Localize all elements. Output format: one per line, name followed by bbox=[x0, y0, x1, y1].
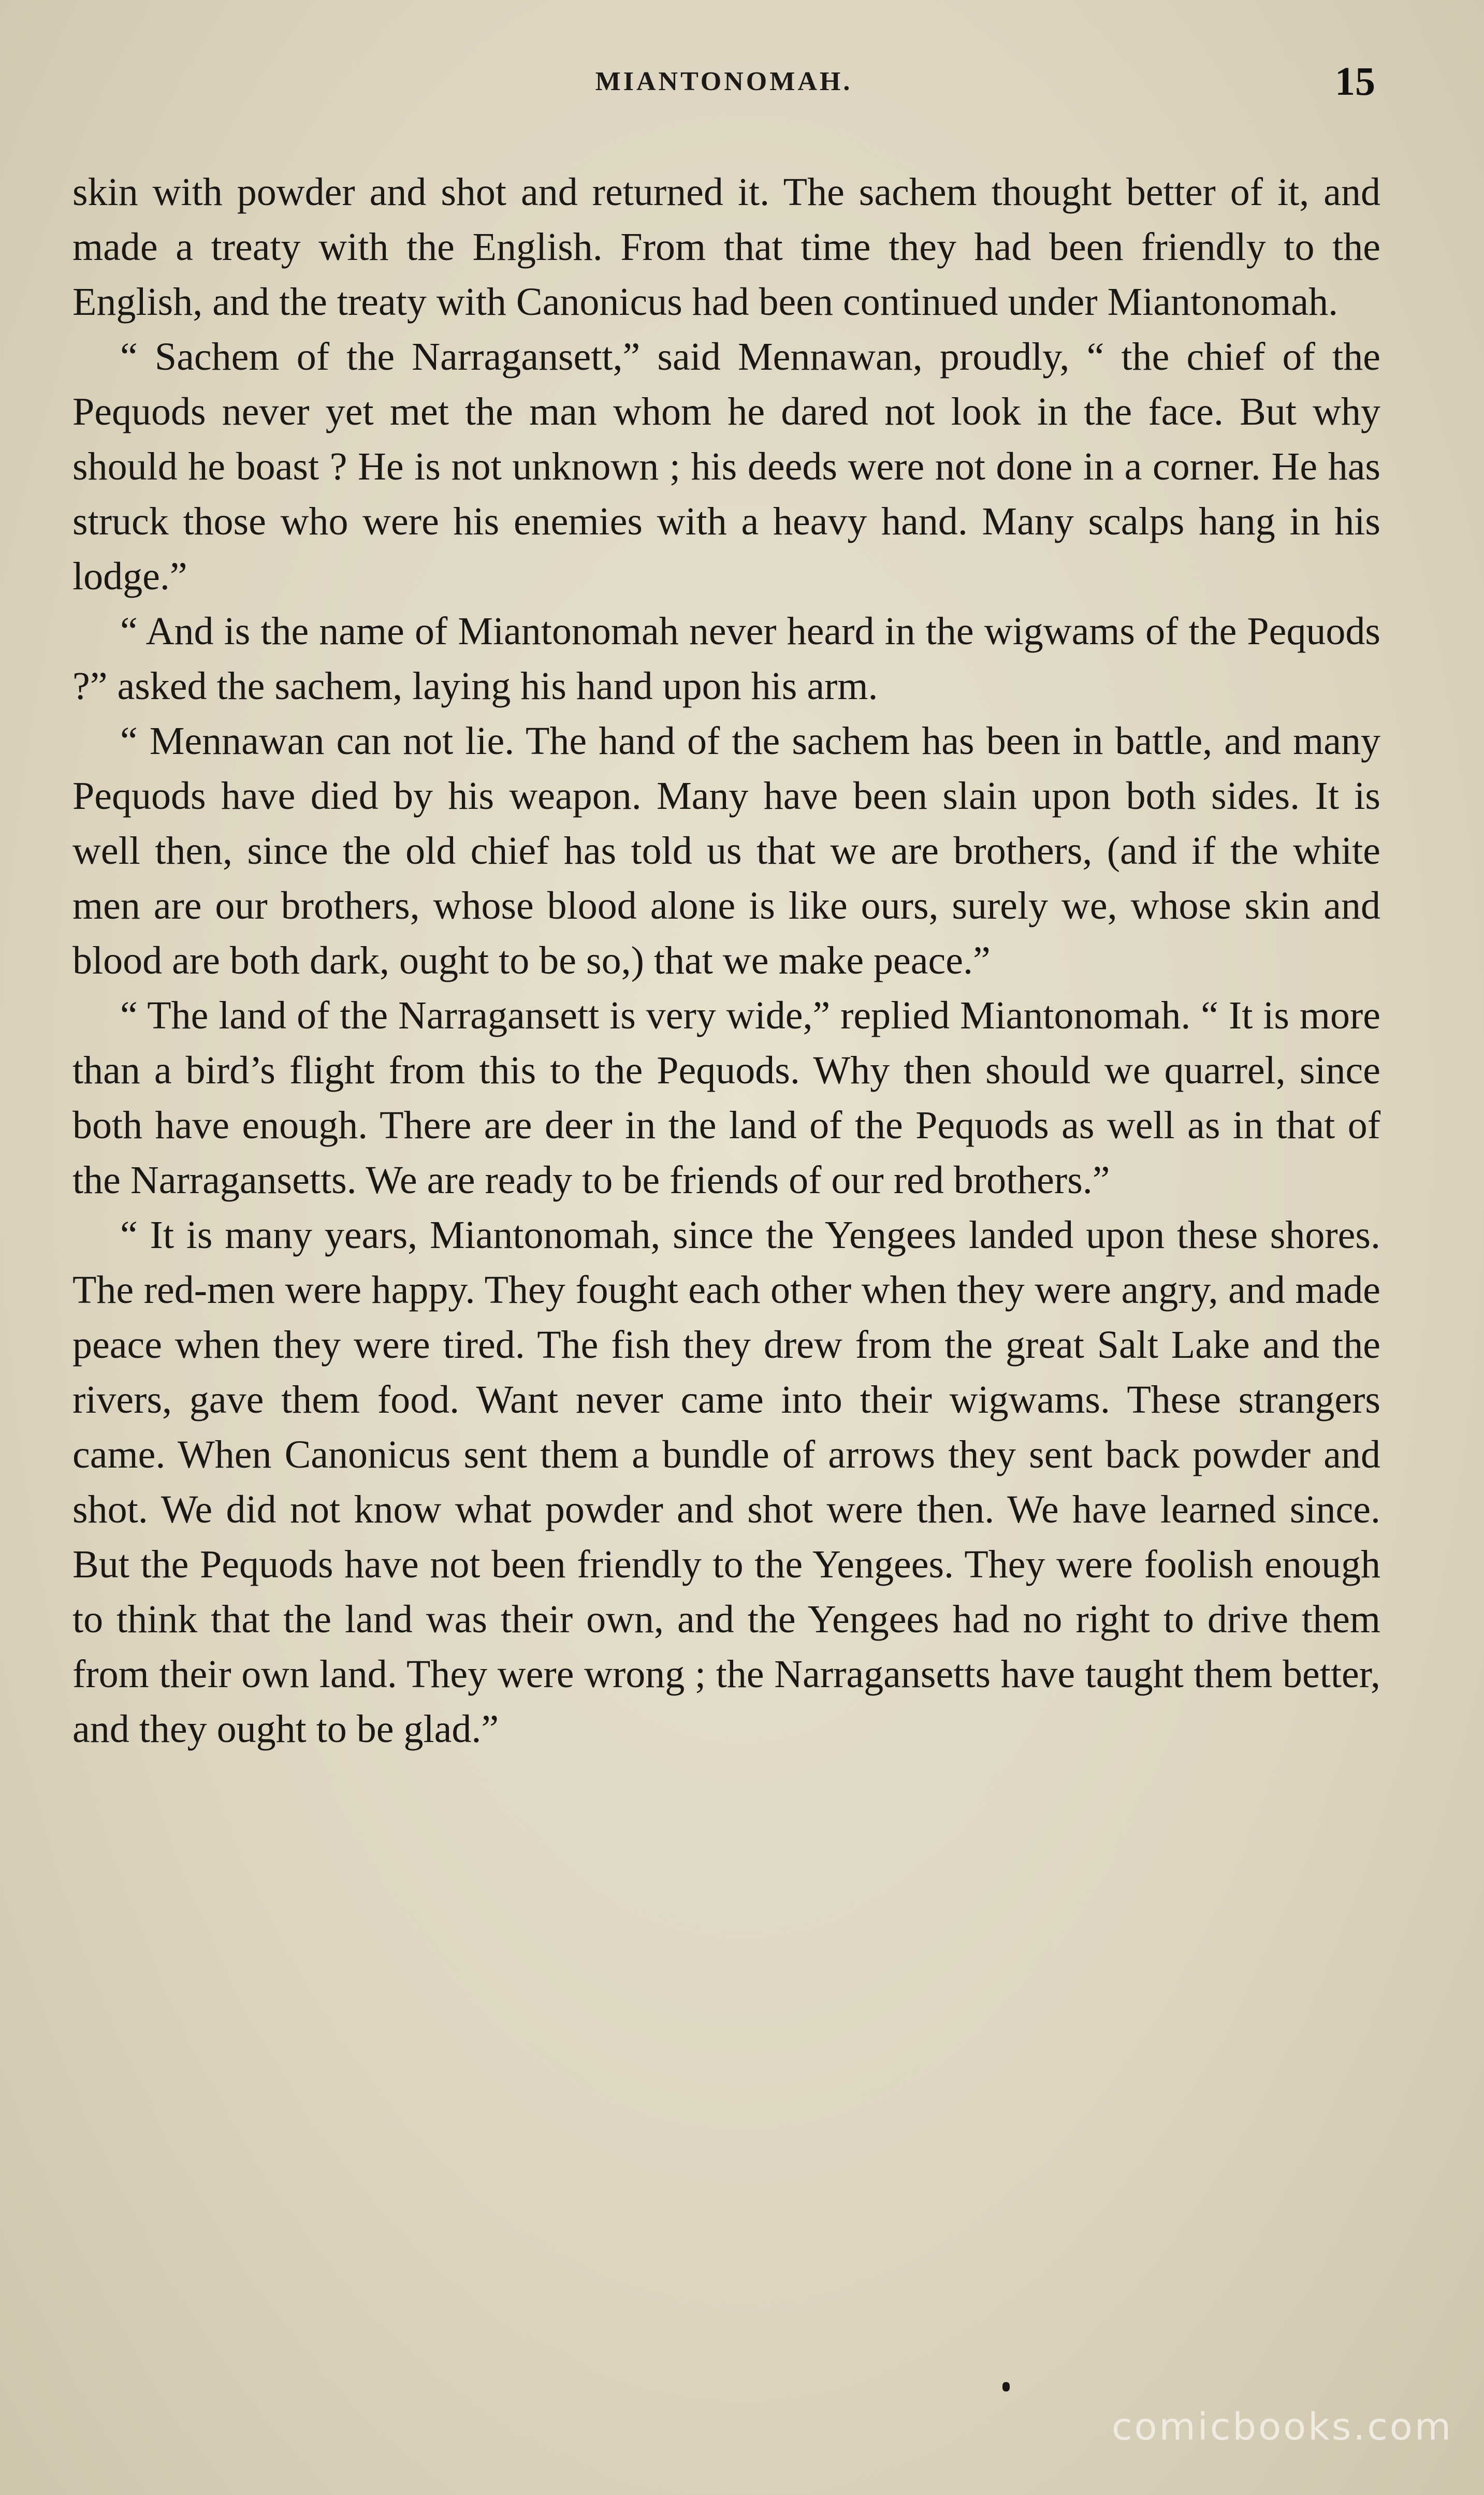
page-number: 15 bbox=[1335, 59, 1375, 104]
running-head: MIANTONOMAH. bbox=[595, 67, 853, 96]
paragraph-5: “ The land of the Narragansett is very wide,” replied Miantonomah. “ It is more than a bird’s flight from this to the Pequods. Why then should we quarrel, since both have enough. There are deer in the land of the Pequods as well as in that of the Narragansetts. We are ready to be friends of our red brothers.” bbox=[72, 994, 1380, 1202]
paragraph-6: “ It is many years, Miantonomah, since the Yengees landed upon these shores. The red-men were happy. They fought each other when they were angry, and made peace when they were tired. The fish they drew from the great Salt Lake and the rivers, gave them food. Want never came into their wigwams. These strangers came. When Canonicus sent them a bundle of arrows they sent back powder and shot. We did not know what powder and shot were then. We have learned since. But the Pequods have not been friendly to the Yengees. They were foolish enough to think that the land was their own, and the Yengees had no right to drive them from their own land. They were wrong ; the Narragansetts have taught them better, and they ought to be glad.” bbox=[72, 1213, 1380, 1751]
paragraph-3: “ And is the name of Miantonomah never heard in the wigwams of the Pequods ?” asked the sachem, laying his hand upon his arm. bbox=[72, 610, 1380, 708]
paragraph-2: “ Sachem of the Narragansett,” said Mennawan, proudly, “ the chief of the Pequods never yet met the man whom he dared not look in the face. But why should he boast ? He is not unknown ; his deeds were not done in a corner. He has struck those who were his enemies with a heavy hand. Many scalps hang in his lodge.” bbox=[72, 335, 1380, 598]
body-text bbox=[72, 165, 1380, 1757]
watermark: comicbooks.com bbox=[1111, 2405, 1453, 2448]
page-header bbox=[72, 61, 1375, 118]
paragraph-1: skin with powder and shot and returned it. The sachem thought better of it, and made a treaty with the English. From that time they had been friendly to the English, and the treaty with Canonicus had been continued under Miantonomah. bbox=[72, 170, 1380, 324]
ink-speck bbox=[1002, 2382, 1010, 2391]
paragraph-4: “ Mennawan can not lie. The hand of the sachem has been in battle, and many Pequods have died by his weapon. Many have been slain upon both sides. It is well then, since the old chief has told us that we are brothers, (and if the white men are our brothers, whose blood alone is like ours, surely we, whose skin and blood are both dark, ought to be so,) that we make peace.” bbox=[72, 719, 1380, 982]
